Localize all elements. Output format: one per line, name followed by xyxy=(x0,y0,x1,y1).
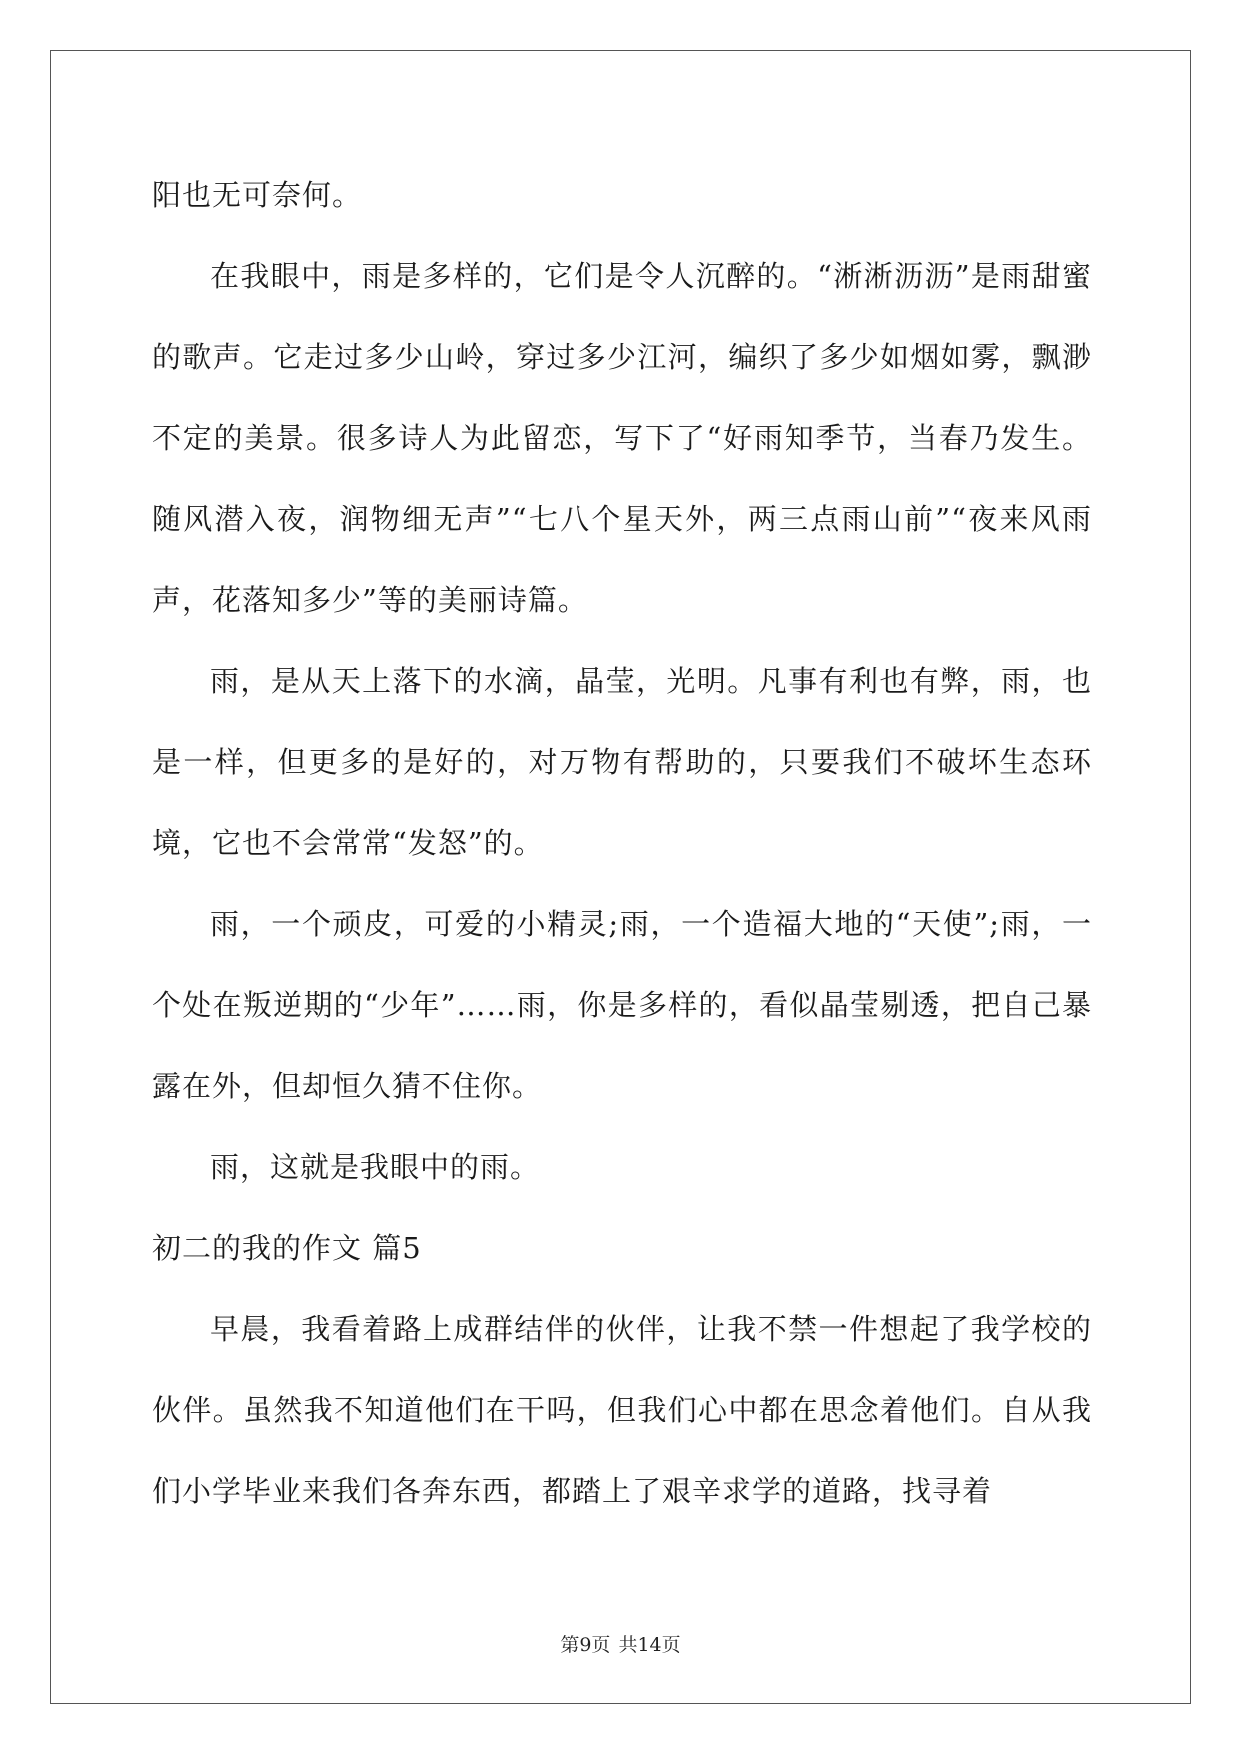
paragraph-4: 雨，一个顽皮，可爱的小精灵;雨，一个造福大地的“天使”;雨，一个处在叛逆期的“少年”……雨，你是多样的，看似晶莹剔透，把自己暴露在外，但却恒久猜不住你。 xyxy=(152,907,1092,1103)
page-total: 共14页 xyxy=(618,1634,681,1656)
paragraph-6: 早晨，我看着路上成群结伴的伙伴，让我不禁一件想起了我学校的伙伴。虽然我不知道他们在干吗，但我们心中都在思念着他们。自从我们小学毕业来我们各奔东西，都踏上了艰辛求学的道路，找寻着 xyxy=(152,1312,1092,1508)
paragraph-5: 雨，这就是我眼中的雨。 xyxy=(210,1150,541,1184)
paragraph-2: 在我眼中，雨是多样的，它们是令人沉醉的。“淅淅沥沥”是雨甜蜜的歌声。它走过多少山岭，穿过多少江河，编织了多少如烟如雾，飘渺不定的美景。很多诗人为此留恋，写下了“好雨知季节，当春乃发生。随风潜入夜，润物细无声”“七八个星天外，两三点雨山前”“夜来风雨声，花落知多少”等的美丽诗篇。 xyxy=(152,259,1092,617)
paragraph-1: 阳也无可奈何。 xyxy=(152,178,363,212)
page-number: 第9页 xyxy=(560,1634,611,1656)
paragraph-3: 雨，是从天上落下的水滴，晶莹，光明。凡事有利也有弊，雨，也是一样，但更多的是好的，对万物有帮助的，只要我们不破坏生态环境，它也不会常常“发怒”的。 xyxy=(152,664,1092,860)
section-heading: 初二的我的作文 篇5 xyxy=(152,1231,422,1265)
document-body xyxy=(152,155,1092,1532)
page-footer xyxy=(0,1630,1241,1657)
